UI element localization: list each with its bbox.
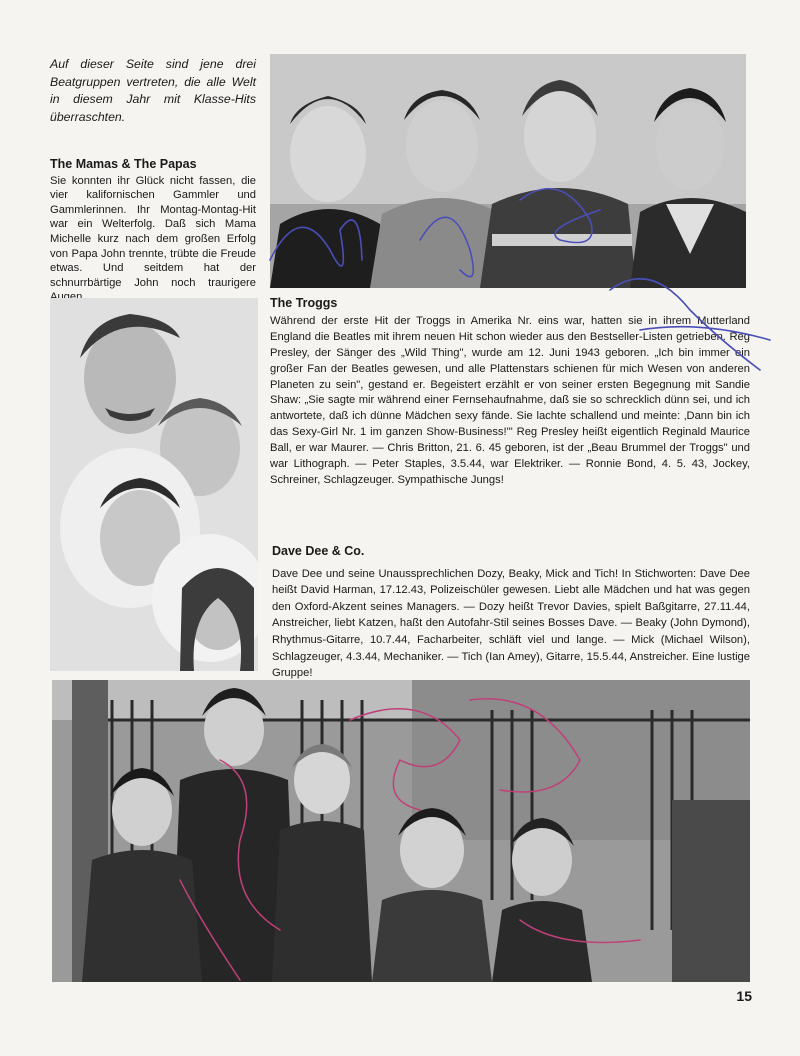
mamas-section	[50, 157, 256, 305]
davedee-section	[272, 543, 750, 682]
davedee-photo	[52, 680, 750, 982]
mamas-heading: The Mamas & The Papas	[50, 157, 197, 171]
davedee-heading: Dave Dee & Co.	[272, 544, 365, 558]
mamas-body: Sie konnten ihr Glück nicht fassen, die vier kalifornischen Gammler und Gammlerinnen. Ihr Montag-Montag-Hit war ein Welterfolg. Daß sich Mama Michelle kurz nach dem großen Erfolg von Papa John trennte, trübte die Freude etwas. Und seitdem hat der schnurrbärtige John noch traurigere	[50, 174, 256, 289]
intro-text: Auf dieser Seite sind jene drei Beatgruppen vertreten, die alle Welt in diesem Jahr mit Klasse-Hits überraschten.	[50, 57, 256, 124]
davedee-body: Dave Dee und seine Unaussprechlichen Dozy, Beaky, Mick and Tich! In Stichworten: Dave Dee heißt David Harman, 17.12.43, Polizeischüler gewesen. Liebt alle Mädchen und hat was gegen den Oxford-Akzent seines Managers. — Dozy heißt Trevor Davies, spielt Baßgitarre, 27.11.44, Anstreicher, liebt Katzen, haßt den Autofahr-Stil seines Bosses Dave. — Beaky (John Dymond), Rhythmus-Gitarre, 10.7.44, Facharbeiter, schläft viel und lange. — Mick (Michael Wilson), Schlagzeuger, 4.3.44, Mechaniker. — Tich (Ian Amey), Gitarre, 15.5.44, Anstreicher. Eine lustige Gruppe!	[272, 567, 750, 680]
troggs-section	[270, 296, 750, 489]
troggs-heading: The Troggs	[270, 296, 338, 310]
mamas-papas-photo	[50, 298, 258, 671]
troggs-photo	[270, 54, 746, 288]
troggs-body: Während der erste Hit der Troggs in Amerika Nr. eins war, hatten sie in ihrem Mutterland England die Beatles mit ihrem neuen Hit schon wieder aus den Bestseller-Listen getrieben. Reg Presley, der Sänger des „Wild Thing", wurde am 12. Juni 1943 geboren. „Ich bin immer ein großer Fan der Beatles gewesen, und alle Plattenstars schienen für mich Wesen von anderen Planeten zu sein", gestand er. Begeistert erzählt er von seiner ersten Begegnung mit Sandie Shaw: „Sie sagte mir während einer Fernsehaufnahme, daß sie so schrecklich dünn sei, und ich antwortete, daß ich dünne Mädchen sexy fände. Sie lachte schallend und meinte: ‚Dann bin ich das Sexy-Girl Nr. 1 im ganzen Show-Business!'" Reg Presley heißt eigentlich Reginald Maurice Ball, er war Maurer. — Chris Britton, 21. 6. 45 geboren, ist der „Beau Brummel der Troggs" und war Lithograph. — Peter Staples, 3.5.44, war Elektriker. — Ronnie Bond, 4. 5. 43, Jockey, Schreiner, Schlagzeuger. Sympathische Jungs!	[270, 314, 750, 486]
page-number: 15	[736, 988, 752, 1004]
